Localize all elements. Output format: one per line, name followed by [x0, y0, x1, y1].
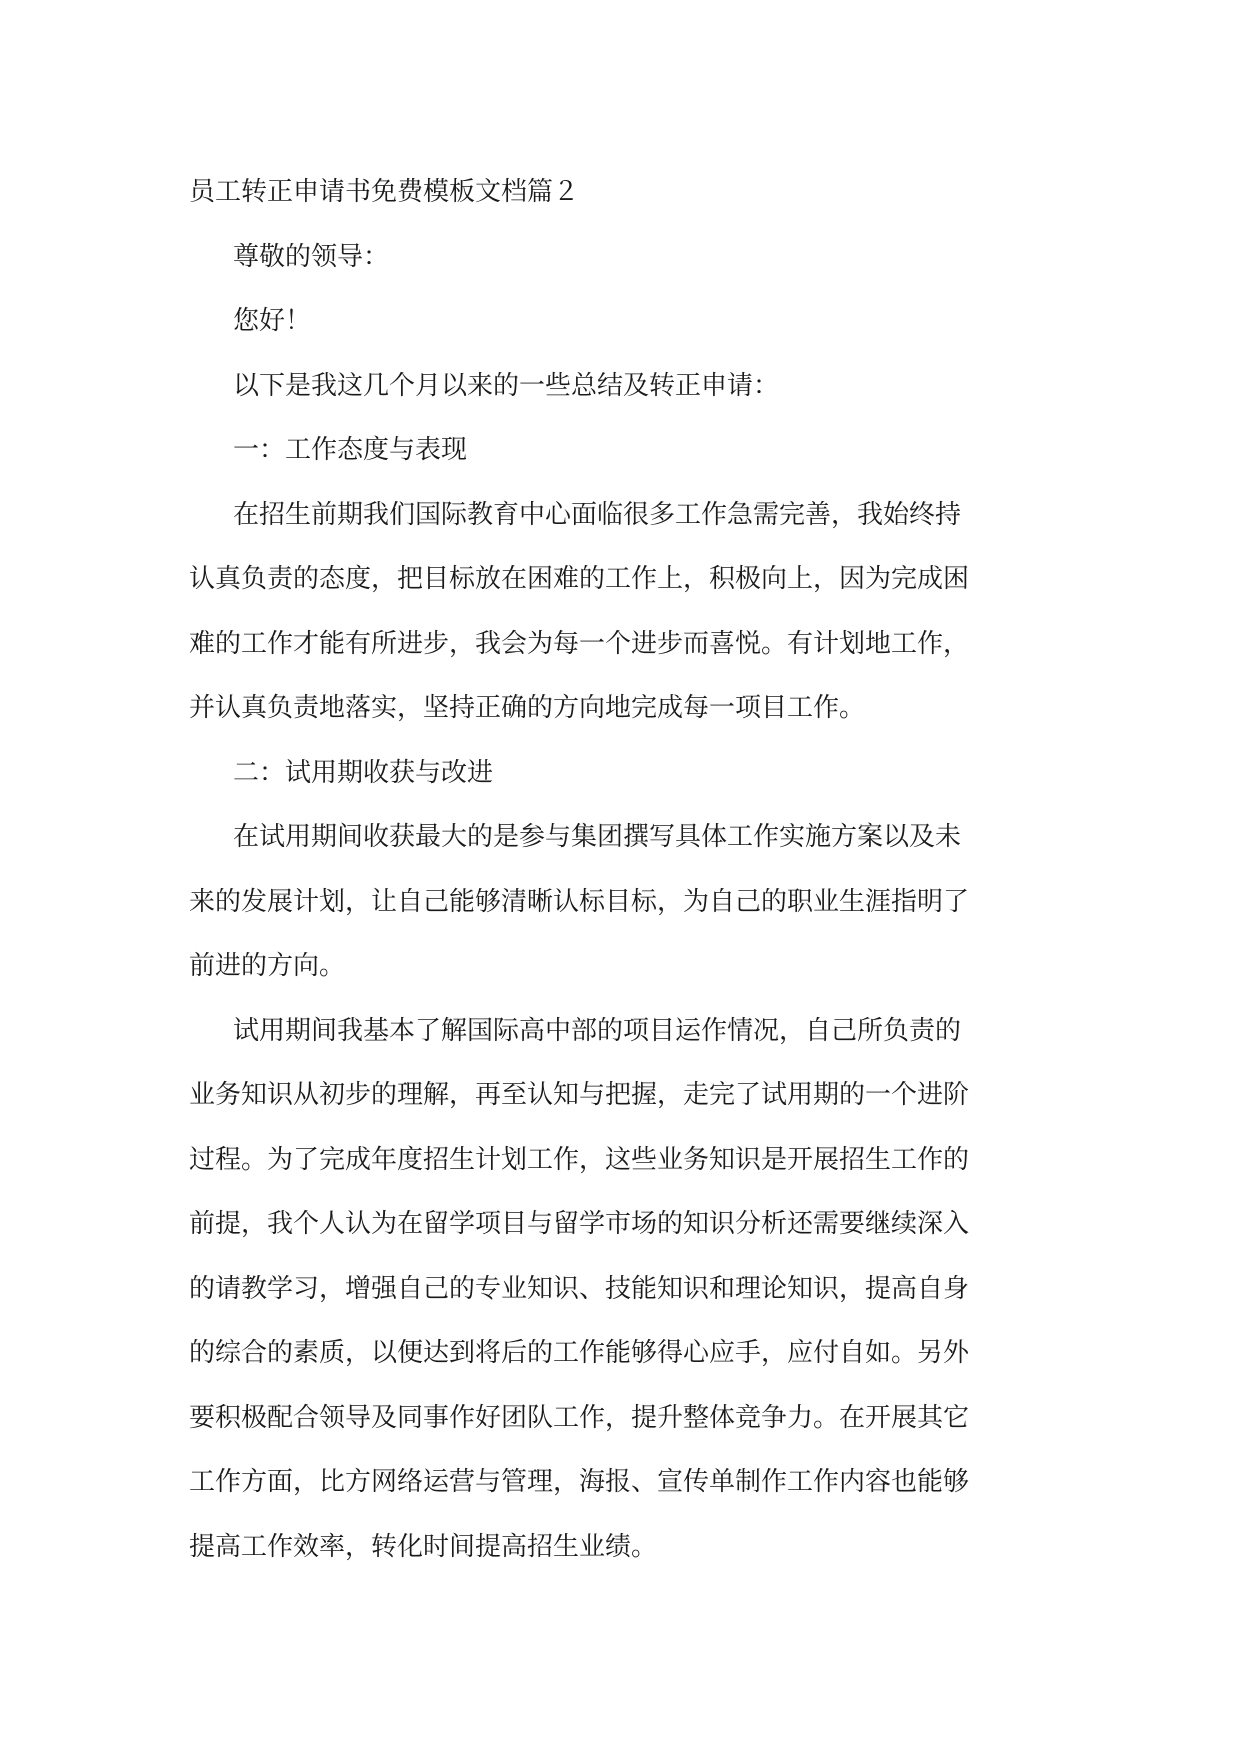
salutation: 尊敬的领导：	[233, 241, 390, 272]
section-1-paragraph	[189, 483, 1059, 741]
section-2-paragraph-1	[189, 805, 1059, 999]
document-body	[189, 160, 1059, 1579]
paragraph-line: 前进的方向。	[189, 951, 346, 981]
paragraph-line: 认真负责的态度，把目标放在困难的工作上，积极向上，因为完成困	[189, 564, 970, 594]
paragraph-line: 并认真负责地落实，坚持正确的方向地完成每一项目工作。	[189, 693, 866, 723]
paragraph-line: 的综合的素质，以便达到将后的工作能够得心应手，应付自如。另外	[189, 1338, 970, 1368]
section-1-heading: 一：工作态度与表现	[233, 435, 468, 465]
section-2-paragraph-2	[189, 999, 1059, 1580]
paragraph-line: 过程。为了完成年度招生计划工作，这些业务知识是开展招生工作的	[189, 1144, 970, 1175]
paragraph-line: 工作方面，比方网络运营与管理，海报、宣传单制作工作内容也能够	[189, 1467, 970, 1497]
paragraph-line: 在招生前期我们国际教育中心面临很多工作急需完善，我始终持	[233, 499, 962, 530]
intro-line: 以下是我这几个月以来的一些总结及转正申请：	[233, 370, 780, 401]
paragraph-line: 要积极配合领导及同事作好团队工作，提升整体竞争力。在开展其它	[189, 1402, 970, 1433]
paragraph-line: 的请教学习，增强自己的专业知识、技能知识和理论知识，提高自身	[189, 1273, 970, 1304]
paragraph-line: 提高工作效率，转化时间提高招生业绩。	[189, 1531, 658, 1562]
paragraph-line: 试用期间我基本了解国际高中部的项目运作情况，自己所负责的	[233, 1015, 962, 1046]
paragraph-line: 业务知识从初步的理解，再至认知与把握，走完了试用期的一个进阶	[189, 1080, 970, 1110]
paragraph-line: 难的工作才能有所进步，我会为每一个进步而喜悦。有计划地工作，	[189, 628, 970, 659]
paragraph-line: 来的发展计划，让自己能够清晰认标目标，为自己的职业生涯指明了	[189, 886, 970, 917]
paragraph-line: 在试用期间收获最大的是参与集团撰写具体工作实施方案以及未	[233, 822, 962, 852]
document-title: 员工转正申请书免费模板文档篇２	[189, 177, 580, 207]
paragraph-line: 前提，我个人认为在留学项目与留学市场的知识分析还需要继续深入	[189, 1209, 970, 1239]
section-2-heading: 二：试用期收获与改进	[233, 757, 494, 788]
greeting: 您好！	[233, 306, 312, 336]
